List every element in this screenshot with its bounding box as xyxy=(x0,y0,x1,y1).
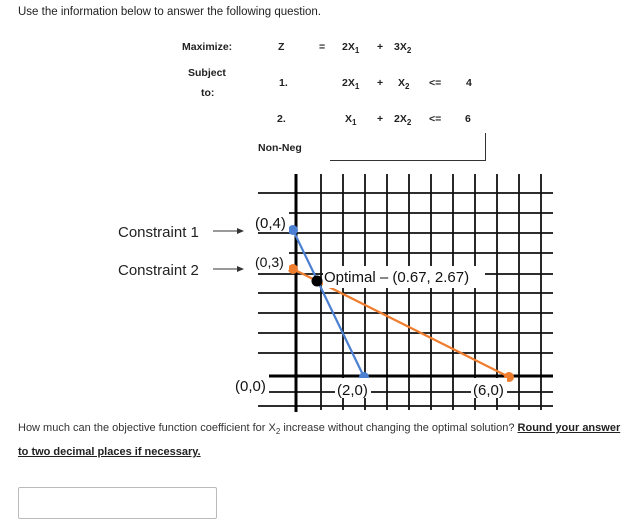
constraint-2-term-1: $X_1$ xyxy=(345,113,357,128)
optimal-point xyxy=(312,276,323,287)
question-emphasis: Round your answer to two decimal places if necessary. xyxy=(18,422,621,459)
point-0-3 xyxy=(288,264,298,274)
constraint-2-number: 2. xyxy=(277,113,286,125)
arrow-constraint-2 xyxy=(213,266,244,272)
subject-label: Subject xyxy=(188,67,226,79)
objective-term-2: $3X_2$ xyxy=(394,41,412,56)
constraint-2-plus: + xyxy=(377,113,384,125)
objective-equals: = xyxy=(319,41,326,53)
arrow-constraint-1 xyxy=(213,228,244,234)
nonneg-bracket xyxy=(485,133,486,161)
constraint-2-rhs: 6 xyxy=(465,113,471,125)
objective-term-1: $2X_1$ xyxy=(342,41,360,56)
constraint-1-operator: <= xyxy=(429,77,442,89)
instructions: Use the information below to answer the following question. xyxy=(18,6,322,18)
constraint-1-plus: + xyxy=(377,77,384,89)
to-label: to: xyxy=(201,87,215,99)
constraint-1-rhs: 4 xyxy=(466,77,472,89)
constraint-1-line xyxy=(293,230,364,377)
constraint-1-number: 1. xyxy=(279,77,288,89)
constraint-1-label: Constraint 1 xyxy=(118,224,199,241)
label-6-0: (6,0) xyxy=(473,382,504,399)
label-0-4: (0,4) xyxy=(255,215,286,232)
constraint-2-term-2: $2X_2$ xyxy=(394,113,412,128)
optimal-label: Optimal – (0.67, 2.67) xyxy=(324,269,470,286)
answer-input[interactable] xyxy=(19,488,216,518)
label-2-0: (2,0) xyxy=(337,382,368,399)
answer-input-box[interactable] xyxy=(18,487,217,519)
constraint-2-label: Constraint 2 xyxy=(118,262,199,279)
nonneg-label: Non-Neg xyxy=(258,142,302,154)
constraint-2-operator: <= xyxy=(429,113,442,125)
label-0-3: (0,3) xyxy=(255,254,284,270)
maximize-label: Maximize: xyxy=(182,41,233,53)
constraint-1-term-2: $X_2$ xyxy=(398,77,410,92)
objective-z: Z xyxy=(278,41,285,53)
point-0-4 xyxy=(288,225,298,235)
question-text: How much can the objective function coefficient for $X_2$ increase without changing the optimal solution? Round your answer to two decimal places if necessary. xyxy=(18,422,621,459)
label-0-0: (0,0) xyxy=(235,378,266,395)
objective-plus: + xyxy=(377,41,384,53)
lp-graph xyxy=(0,160,639,415)
constraint-1-term-1: $2X_1$ xyxy=(342,77,360,92)
